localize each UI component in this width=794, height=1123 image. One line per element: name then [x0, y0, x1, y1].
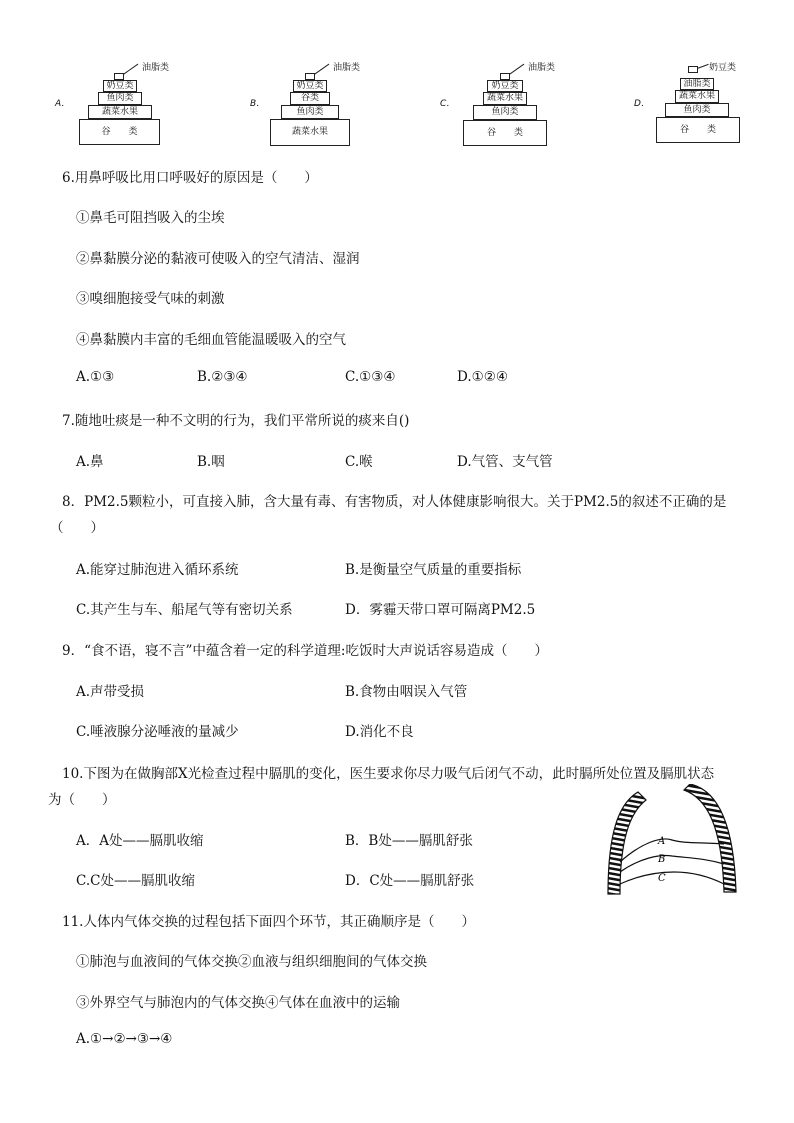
question-6-option-a: A.①③ — [76, 369, 115, 385]
pyramid-layer: 鱼肉类 — [98, 92, 142, 105]
pyramid-top-label: 油脂类 — [528, 63, 556, 73]
diaphragm-curve-b — [620, 856, 724, 872]
question-9-stem: 9．“食不语，寝不言”中蕴含着一定的科学道理:吃饭时大声说话容易造成（ ） — [62, 643, 548, 659]
pyramid-layer: 奶豆类 — [293, 80, 327, 92]
pyramid-layer: 蔬菜水果 — [675, 90, 719, 103]
question-8-stem: 8．PM2.5颗粒小，可直接入肺，含大量有毒、有害物质，对人体健康影响很大。关于PM2.5的叙述不正确的是 — [62, 494, 727, 510]
question-10-option-c: C.C处——膈肌收缩 — [76, 873, 195, 889]
question-10-option-a: A．A处——膈肌收缩 — [76, 833, 204, 849]
question-6-item-3: ③嗅细胞接受气味的刺激 — [76, 291, 225, 307]
pyramid-layer: 谷类 — [290, 92, 330, 105]
figure-label-c: C — [658, 873, 666, 884]
question-7-option-a: A.鼻 — [76, 454, 104, 470]
diaphragm-curve-a — [620, 839, 724, 862]
question-8-option-b: B.是衡量空气质量的重要指标 — [345, 562, 522, 578]
pyramid-letter: B． — [250, 99, 266, 109]
pyramid-layer: 谷 类 — [463, 120, 547, 146]
figure-label-a: A — [658, 836, 666, 847]
pyramid-layer: 蔬菜水果 — [88, 105, 152, 119]
pyramid-layer: 鱼肉类 — [281, 105, 339, 119]
pyramid-letter: C． — [440, 99, 456, 109]
question-9-option-b: B.食物由咽误入气管 — [345, 684, 468, 700]
pyramid-layer: 蔬菜水果 — [483, 92, 527, 105]
pyramid-top-label: 油脂类 — [333, 63, 361, 73]
question-7-stem: 7.随地吐痰是一种不文明的行为，我们平常所说的痰来自() — [62, 413, 410, 429]
question-10-stem: 10.下图为在做胸部X光检查过程中膈肌的变化，医生要求你尽力吸气后闭气不动，此时膈所处位置及膈肌状态 — [62, 766, 715, 782]
pyramid-layer: 奶豆类 — [103, 80, 137, 92]
question-6-option-b: B.②③④ — [197, 369, 248, 385]
question-6-option-c: C.①③④ — [345, 369, 396, 385]
pyramid-layer: 奶豆类 — [487, 80, 523, 92]
pyramid-letter: D． — [634, 99, 650, 109]
pyramid-top-label: 奶豆类 — [709, 63, 737, 73]
pyramid-option-c — [440, 58, 560, 148]
question-11-option-a: A.①→②→③→④ — [76, 1031, 173, 1047]
question-10-stem-cont: 为（ ） — [48, 792, 116, 808]
question-10-option-b: B．B处——膈肌舒张 — [345, 833, 473, 849]
left-rib-band — [608, 792, 646, 894]
right-rib-band — [684, 784, 736, 892]
question-9-option-d: D.消化不良 — [345, 724, 414, 740]
question-6-item-4: ④鼻黏膜内丰富的毛细血管能温暖吸入的空气 — [76, 332, 346, 348]
pyramid-layer: 油脂类 — [680, 78, 714, 90]
question-8-option-a: A.能穿过肺泡进入循环系统 — [76, 562, 239, 578]
question-6-item-2: ②鼻黏膜分泌的黏液可使吸入的空气清洁、湿润 — [76, 251, 360, 267]
question-7-option-b: B.咽 — [197, 454, 225, 470]
figure-label-b: B — [658, 854, 666, 865]
pyramid-option-a — [55, 58, 175, 148]
question-6-option-d: D.①②④ — [457, 369, 508, 385]
question-11-line-1: ①肺泡与血液间的气体交换②血液与组织细胞间的气体交换 — [76, 954, 427, 970]
pyramid-top-label: 油脂类 — [142, 63, 170, 73]
diaphragm-curve-c — [620, 872, 724, 884]
question-11-stem: 11.人体内气体交换的过程包括下面四个环节，其正确顺序是（ ） — [62, 914, 475, 930]
question-6-stem: 6.用鼻呼吸比用口呼吸好的原因是（ ） — [62, 170, 318, 186]
question-7-option-c: C.喉 — [345, 454, 373, 470]
pyramid-layer: 鱼肉类 — [665, 103, 729, 117]
question-9-option-a: A.声带受损 — [76, 684, 145, 700]
question-7-option-d: D.气管、支气管 — [457, 454, 553, 470]
question-11-line-2: ③外界空气与肺泡内的气体交换④气体在血液中的运输 — [76, 995, 400, 1011]
question-10-option-d: D．C处——膈肌舒张 — [345, 873, 475, 889]
diaphragm-figure — [600, 784, 750, 900]
question-8-option-d: D．雾霾天带口罩可隔离PM2.5 — [345, 602, 536, 618]
question-9-option-c: C.唾液腺分泌唾液的量减少 — [76, 724, 239, 740]
pyramid-layer: 谷 类 — [79, 119, 160, 145]
question-6-item-1: ①鼻毛可阻挡吸入的尘埃 — [76, 210, 225, 226]
pyramid-layer: 谷 类 — [656, 117, 740, 143]
pyramid-layer: 蔬菜水果 — [270, 119, 350, 146]
pyramid-layer: 鱼肉类 — [473, 105, 537, 120]
pyramid-option-b — [248, 58, 368, 148]
pyramid-option-d — [632, 56, 752, 146]
pyramid-letter: A． — [55, 99, 71, 109]
question-8-stem-cont: （ ） — [50, 520, 104, 536]
question-8-option-c: C.其产生与车、船尾气等有密切关系 — [76, 602, 293, 618]
